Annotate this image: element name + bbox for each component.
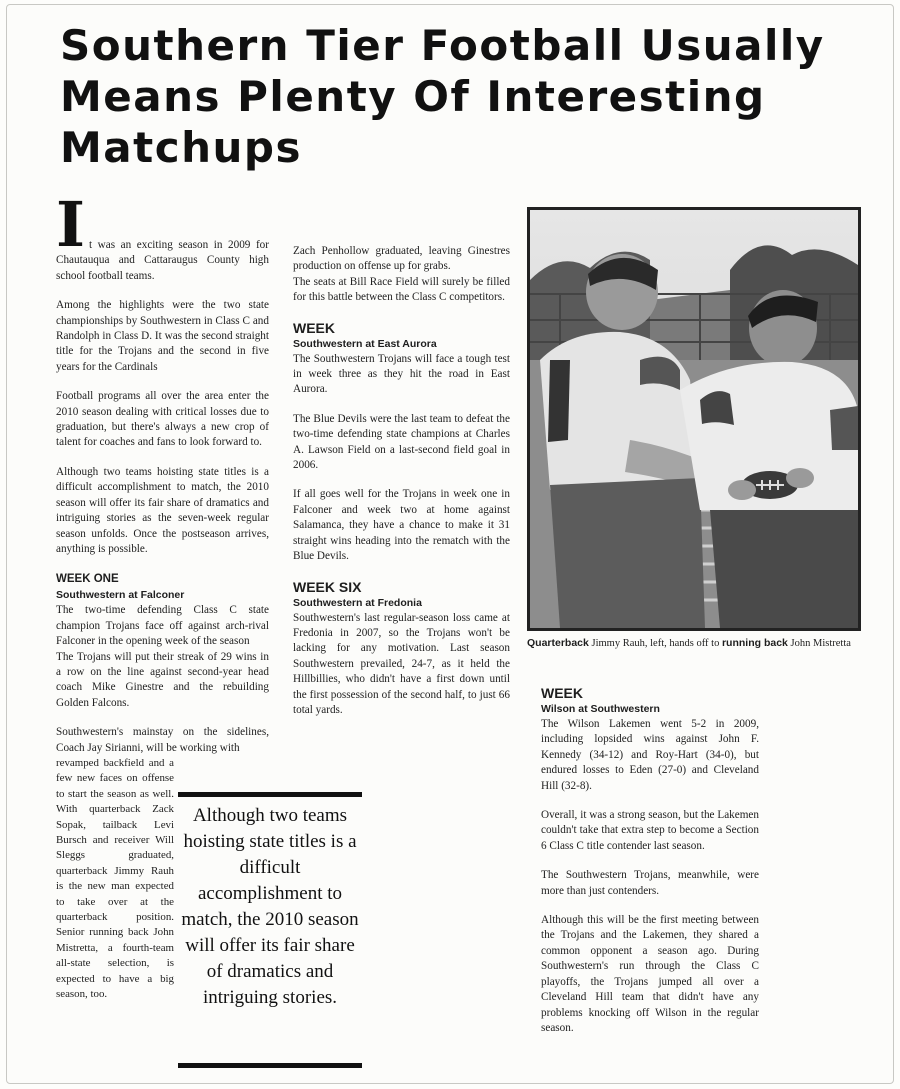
wilson-paragraph-3: The Southwestern Trojans, meanwhile, were more than just contenders.: [541, 869, 759, 897]
football-photo-illustration: [530, 210, 858, 628]
column-3: [541, 685, 759, 1050]
east-aurora-paragraph-1: The Southwestern Trojans will face a tough test in week three as they hit the road in East Aurora.: [293, 352, 510, 396]
highlights-paragraph: Among the highlights were the two state championships by Southwestern in Class C and Randolph in Class D. It was the second straight title for the Trojans and the second in five years for the Cardinals: [56, 299, 269, 373]
caption-quarterback: Quarterback: [527, 637, 589, 649]
wilson-week-heading: WEEK: [541, 685, 583, 701]
wilson-paragraph-2: Overall, it was a strong season, but the Lakemen couldn't take that extra step to become a Section 6 Class C title contender last season.: [541, 809, 759, 852]
week-six-paragraph: Southwestern's last regular-season loss came at Fredonia in 2007, so the Trojans won't be lacking for any motivation. Last season Southwestern prevailed, 24-7, as it held the Hillbillies, who didn't have a first down until the first possession of the second half, to just 66 total yards.: [293, 611, 510, 716]
intro-text: t was an exciting season in 2009 for Chautauqua and Cattaraugus County high school football teams.: [56, 239, 269, 282]
pull-quote: Although two teams hoisting state titles is a difficult accomplishment to match, the 2010 season will offer its fair share of dramatics and intriguing stories.: [178, 792, 362, 1068]
week-one-game: Southwestern at Falconer: [56, 589, 185, 602]
wilson-game: Wilson at Southwestern: [541, 703, 660, 715]
bill-race-paragraph: The seats at Bill Race Field will surely be filled for this battle between the Class C competitors.: [293, 275, 510, 304]
intro-paragraph: [56, 188, 269, 284]
wilson-paragraph-1: The Wilson Lakemen went 5-2 in 2009, including lopsided wins against John F. Kennedy (34-12) and Roy-Hart (34-0), but endured losses to Eden (27-0) and Cleveland Hill (32-8).: [541, 718, 759, 792]
week-six-heading: WEEK SIX: [293, 578, 362, 595]
east-aurora-paragraph-2: The Blue Devils were the last team to defeat the two-time defending state champions at Charles A. Lawson Field on a last-second field goal in 2006.: [293, 412, 510, 472]
graduation-paragraph: Football programs all over the area enter the 2010 season dealing with critical losses due to graduation, but there's always a new crop of talent for coaches and fans to look forward to.: [56, 390, 269, 449]
week-one-paragraph-1: The two-time defending Class C state champion Trojans face off against arch-rival Falconer in the opening week of the season: [56, 604, 269, 648]
caption-text-2: John Mistretta: [787, 638, 851, 649]
east-aurora-week-heading: WEEK: [293, 319, 335, 336]
caption-text-1: Jimmy Rauh, left, hands off to: [588, 638, 722, 649]
wilson-paragraph-4: Although this will be the first meeting between the Trojans and the Lakemen, they shared a common opponent a season ago. During Southwestern's run through the Class C playoffs, the Trojans jumped all over a Cleveland Hill team that didn't have any problems knocking off Wilson in the regular season.: [541, 914, 759, 1034]
column-2: [293, 244, 510, 732]
caption-running-back: running back: [721, 637, 788, 649]
sidelines-lead: Southwestern's mainstay on the sidelines, Coach Jay Sirianni, will be working with: [56, 726, 269, 754]
penhollow-paragraph: Zach Penhollow graduated, leaving Ginestres production on offense up for grabs.: [293, 245, 510, 273]
photo-caption: [527, 636, 861, 651]
east-aurora-paragraph-3: If all goes well for the Trojans in week one in Falconer and week two at home against Salamanca, they have a chance to make it 31 straight wins heading into the rematch with the Blue Devils.: [293, 488, 510, 563]
backfield-paragraph: revamped backfield and a few new faces on offense to start the season as well. With quarterback Zack Sopak, tailback Levi Bursch and receiver Will Sleggs graduated, quarterback Jimmy Rauh is the new man expected to take over at the quarterback position. Senior running back John Mistretta, a fourth-team all-state selection, is expected to have a big season, too.: [56, 756, 174, 1001]
east-aurora-game: Southwestern at East Aurora: [293, 337, 437, 350]
football-photo: [527, 207, 861, 631]
week-one-heading: WEEK ONE: [56, 573, 119, 586]
week-six-game: Southwestern at Fredonia: [293, 596, 422, 609]
week-one-paragraph-2: The Trojans will put their streak of 29 wins in a row on the line against second-year head coach Mike Ginestre and the rebuilding Golden Falcons.: [56, 650, 269, 709]
drop-cap: I: [56, 188, 86, 261]
titles-paragraph: Although two teams hoisting state titles is a difficult accomplishment to match, the 2010 season will offer its fair share of dramatics and intriguing stories as the seven-week regular season unfolds. Once the postseason arrives, anything is possible.: [56, 465, 269, 555]
headline: Southern Tier Football Usually Means Plenty Of Interesting Matchups: [60, 21, 825, 172]
